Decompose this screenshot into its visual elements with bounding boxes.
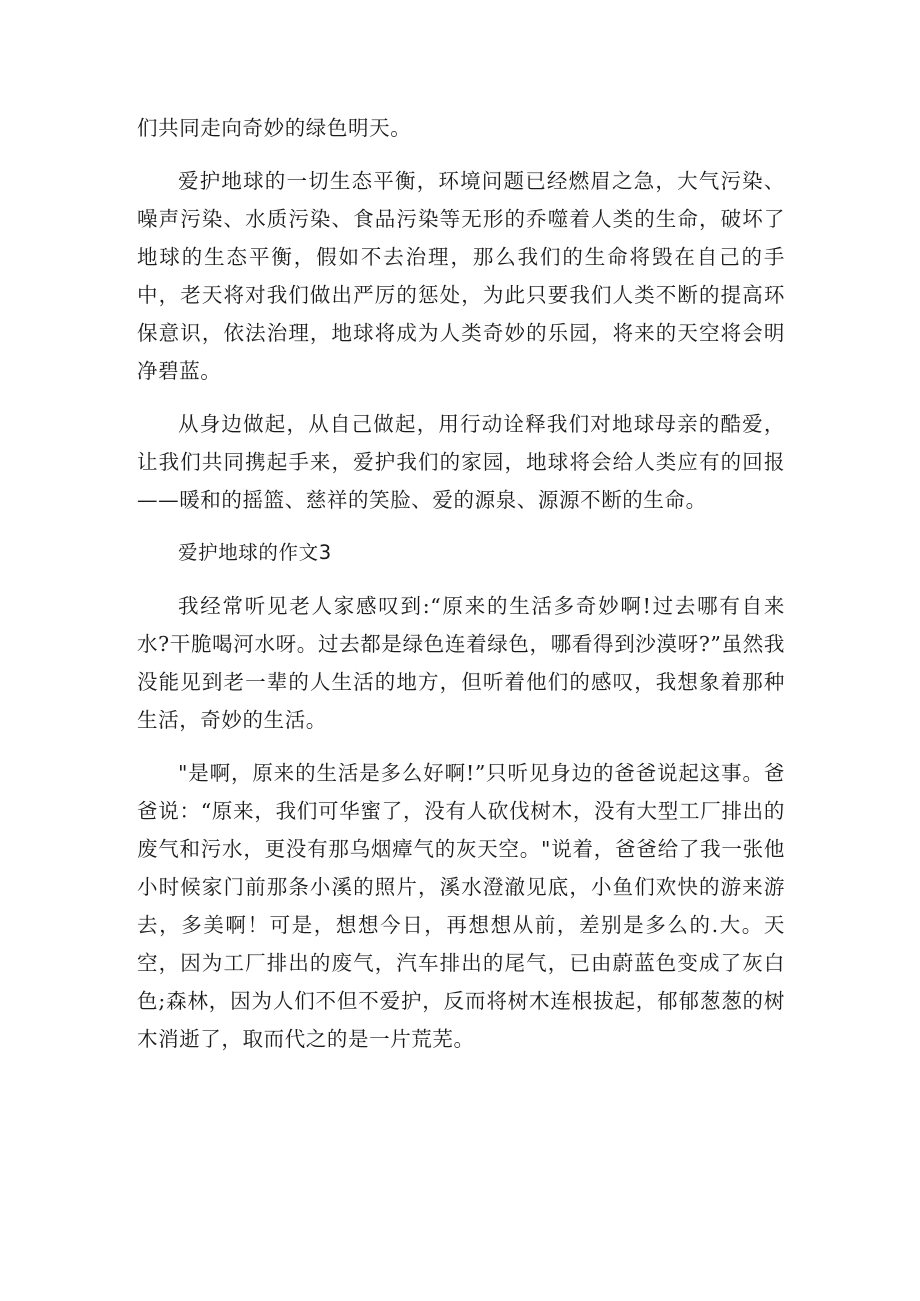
document-body — [137, 109, 785, 1073]
paragraph-father-story: "是啊，原来的生活是多么好啊!”只听见身边的爸爸说起这事。爸爸说：“原来，我们可华蜜了，没有人砍伐树木，没有大型工厂排出的废气和污水，更没有那乌烟瘴气的灰天空。"说着，爸爸给了我一张他小时候家门前那条小溪的照片，溪水澄澈见底，小鱼们欢快的游来游去，多美啊！可是，想想今日，再想想从前，差别是多么的.大。天空，因为工厂排出的废气，汽车排出的尾气，已由蔚蓝色变成了灰白色;森林，因为人们不但不爱护，反而将树木连根拔起，郁郁葱葱的树木消逝了，取而代之的是一片荒芜。 — [137, 761, 785, 1051]
essay-heading: 爱护地球的作文3 — [178, 541, 332, 564]
paragraph-ecology: 爱护地球的一切生态平衡，环境问题已经燃眉之急，大气污染、噪声污染、水质污染、食品污染等无形的乔噬着人类的生命，破坏了地球的生态平衡，假如不去治理，那么我们的生命将毁在自己的手中，老天将对我们做出严厉的惩处，为此只要我们人类不断的提高环保意识，依法治理，地球将成为人类奇妙的乐园，将来的天空将会明净碧蓝。 — [137, 169, 785, 383]
paragraph-elders-sigh: 我经常听见老人家感叹到:“原来的生活多奇妙啊!过去哪有自来水?干脆喝河水呀。过去都是绿色连着绿色，哪看得到沙漠呀?”虽然我没能见到老一辈的人生活的地方，但听着他们的感叹，我想象着那种生活，奇妙的生活。 — [137, 594, 785, 732]
paragraph-continuation: 们共同走向奇妙的绿色明天。 — [137, 116, 412, 140]
paragraph-start-from-self: 从身边做起，从自己做起，用行动诠释我们对地球母亲的酷爱，让我们共同携起手来，爱护我们的家园，地球将会给人类应有的回报——暖和的摇篮、慈祥的笑脸、爱的源泉、源源不断的生命。 — [137, 412, 785, 512]
